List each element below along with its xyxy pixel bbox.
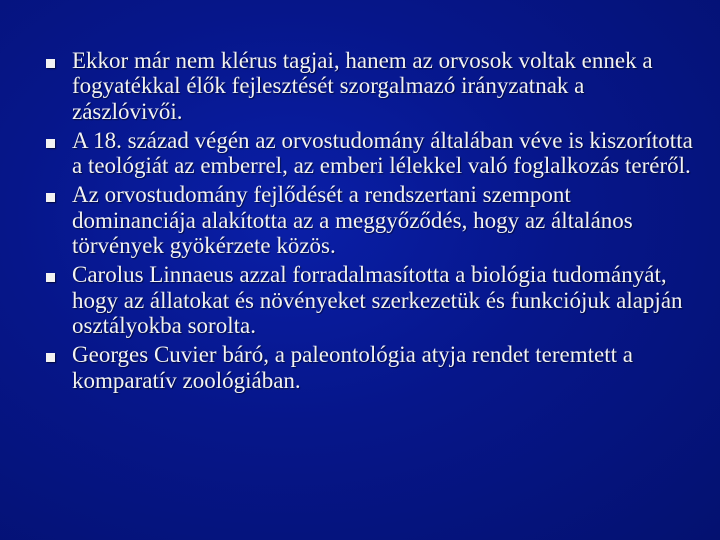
list-item bbox=[46, 48, 696, 124]
list-item bbox=[46, 262, 696, 338]
square-bullet-icon bbox=[46, 193, 55, 202]
bullet-text: Az orvostudomány fejlődését a rendszertani szempont dominanciája alakította az a meggyőződés, hogy az általános törvények gyökérzete közös. bbox=[72, 182, 633, 259]
square-bullet-icon bbox=[46, 59, 55, 68]
bullet-text: Georges Cuvier báró, a paleontológia atyja rendet teremtett a komparatív zoológiában. bbox=[72, 342, 633, 393]
bullet-text: A 18. század végén az orvostudomány általában véve is kiszorította a teológiát az emberrel, az emberi lélekkel való foglalkozás teréről. bbox=[72, 127, 693, 179]
bullet-list bbox=[46, 48, 696, 393]
list-item bbox=[46, 342, 696, 393]
list-item bbox=[46, 182, 696, 258]
slide-content bbox=[46, 48, 696, 397]
list-item bbox=[46, 128, 696, 179]
square-bullet-icon bbox=[46, 273, 55, 282]
square-bullet-icon bbox=[46, 139, 55, 148]
bullet-text: Ekkor már nem klérus tagjai, hanem az orvosok voltak ennek a fogyatékkal élők fejlesztését szorgalmazó irányzatnak a zászlóvivői. bbox=[72, 48, 653, 124]
bullet-text: Carolus Linnaeus azzal forradalmasította a biológia tudományát, hogy az állatokat és növényeket szerkezetük és funkciójuk alapján osztályokba sorolta. bbox=[72, 262, 683, 338]
square-bullet-icon bbox=[46, 353, 55, 362]
